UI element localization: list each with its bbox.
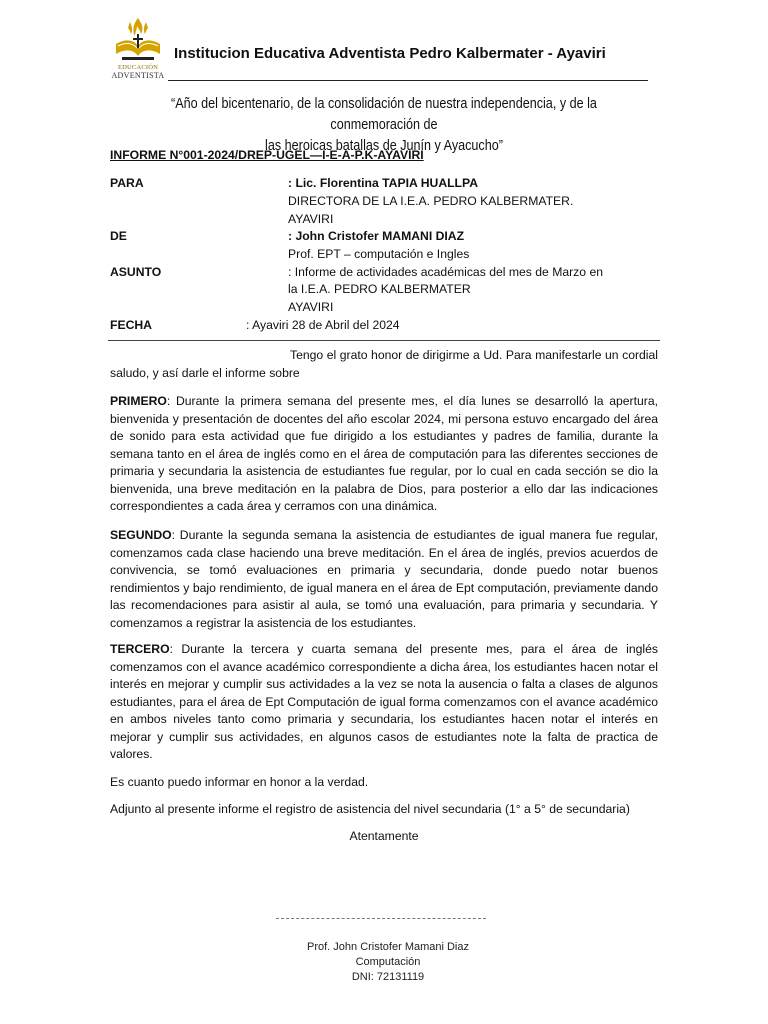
asunto-line-1: : Informe de actividades académicas del mes de Marzo en: [288, 265, 604, 279]
para-recipient-name: : Lic. Florentina TAPIA HUALLPA: [288, 176, 479, 190]
segundo-text: : Durante la segunda semana la asistencia de estudiantes de igual manera fue regular, comenzamos cada clase haciendo una breve meditación. En el área de inglés, previos acuerdos de convivencia, se tomó evaluaciones en primaria y secundaria, donde puedo notar buenos rendimientos y bajo rendimiento, de igual manera en el área de Ept computación, previamente dando las recomendaciones para asistir al aula, se tomó una evaluación, para primaria y secundaria. Y comenzamos a registrar la asistencia de los estudiantes.: [110, 528, 658, 630]
segundo-paragraph: [110, 527, 658, 632]
greeting-paragraph: Tengo el grato honor de dirigirme a Ud. Para manifestarle un cordial saludo, y así darle el informe sobre: [110, 348, 658, 380]
logo-text-line2: ADVENTISTA: [111, 71, 165, 80]
signature-name: Prof. John Cristofer Mamani Diaz: [307, 941, 469, 953]
para-position: DIRECTORA DE LA I.E.A. PEDRO KALBERMATER.: [288, 194, 574, 208]
de-position: Prof. EPT – computación e Ingles: [288, 247, 470, 261]
tercero-label: TERCERO: [110, 642, 170, 656]
para-label: PARA: [110, 176, 144, 190]
asunto-line-3: AYAVIRI: [288, 300, 334, 314]
fecha-label: FECHA: [110, 318, 152, 332]
primero-label: PRIMERO: [110, 394, 167, 408]
attachment-note: Adjunto al presente informe el registro de asistencia del nivel secundaria (1° a 5° de secundaria): [110, 802, 630, 816]
signature-dni: DNI: 72131119: [351, 971, 425, 983]
asunto-label: ASUNTO: [110, 265, 162, 279]
regards: Atentamente: [349, 829, 419, 843]
institution-title: Institucion Educativa Adventista Pedro Kalbermater - Ayaviri: [174, 45, 606, 62]
asunto-line-2: la I.E.A. PEDRO KALBERMATER: [288, 282, 471, 296]
year-motto: [145, 93, 622, 156]
closing-statement: Es cuanto puedo informar en honor a la verdad.: [110, 775, 369, 789]
logo-text-line1: EDUCACIÓN: [117, 64, 159, 71]
adventist-education-logo: [108, 14, 168, 80]
para-city: AYAVIRI: [288, 212, 334, 226]
de-sender-name: : John Cristofer MAMANI DIAZ: [288, 229, 465, 243]
header-separator: [108, 340, 660, 341]
de-label: DE: [110, 229, 127, 243]
header-rule: [168, 80, 648, 81]
report-number: INFORME N°001-2024/DREP-UGEL—I-E-A-P.K-AYAVIRI: [110, 148, 424, 162]
motto-line-2: las heroicas batallas de Junín y Ayacucho”: [265, 137, 503, 154]
de-sender: [288, 229, 464, 243]
segundo-label: SEGUNDO: [110, 528, 172, 542]
fecha-value: : Ayaviri 28 de Abril del 2024: [246, 318, 400, 332]
tercero-text: : Durante la tercera y cuarta semana del presente mes, para el área de inglés comenzamos con el avance académico correspondiente a dicha área, los estudiantes hacen notar el interés en mejorar y cumplir sus actividades a la vez se nota la ausencia o falta a clases de algunos estudiantes, para el área de Ept Computación de igual forma comenzamos con el avance académico en ambos niveles tanto como primaria y secundaria, los estudiantes hacen notar el interés en mejorar y cumplir sus actividades, en algunos casos de estudiantes note la falta de practica de valores.: [110, 642, 658, 761]
motto-line-1: “Año del bicentenario, de la consolidación de nuestra independencia, y de la conmemoración de: [171, 95, 597, 133]
signature-line: [276, 918, 486, 919]
para-recipient: [288, 176, 478, 190]
tercero-paragraph: [110, 641, 658, 764]
primero-paragraph: [110, 393, 658, 516]
signature-role: Computación: [355, 956, 421, 968]
primero-text: : Durante la primera semana del presente mes, el día lunes se desarrolló la apertura, bienvenida y presentación de docentes del año escolar 2024, mi persona estuvo encargado del área de sonido para esta actividad que fue dirigido a los estudiantes y padres de familia, durante la semana tanto en el área de inglés como en el área de computación para las diferentes secciones de primaria y secundaria la asistencia de estudiantes fue regular, por lo cual en cada sección se dio la bienvenida, una breve meditación en la palabra de Dios, para posterior a ello dar las indicaciones correspondientes a cada área y cerramos con una dinámica.: [110, 394, 658, 513]
